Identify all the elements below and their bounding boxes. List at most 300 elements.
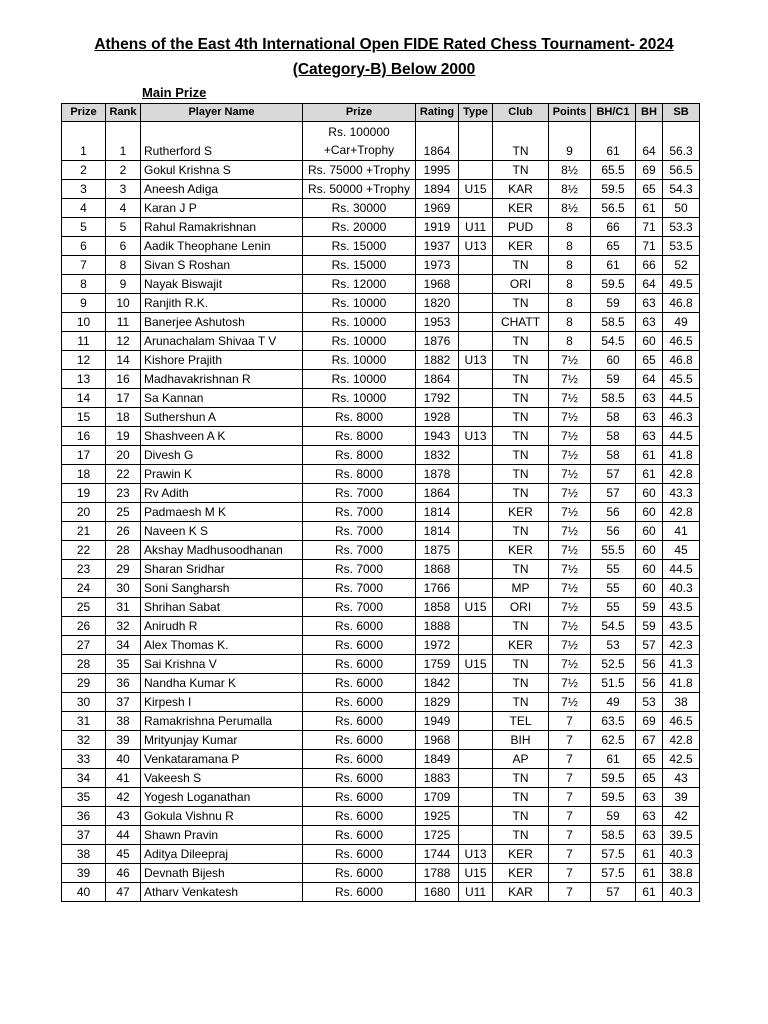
cell-bhc1: 65.5 [591,161,636,180]
cell-rating: 1949 [416,712,459,731]
cell-bh: 64 [636,275,663,294]
cell-sb: 41.8 [663,446,700,465]
cell-rating: 1842 [416,674,459,693]
cell-rating: 1919 [416,218,459,237]
cell-type [459,579,493,598]
cell-player-name: Anirudh R [141,617,303,636]
cell-club: TN [493,693,549,712]
cell-bh: 63 [636,427,663,446]
cell-sb: 46.8 [663,351,700,370]
cell-prize: Rs. 15000 [303,256,416,275]
cell-rank: 4 [106,199,141,218]
cell-bh: 65 [636,769,663,788]
cell-prize: Rs. 10000 [303,294,416,313]
cell-type: U15 [459,864,493,883]
cell-player-name: Suthershun A [141,408,303,427]
cell-prize-no: 8 [62,275,106,294]
cell-rating: 1969 [416,199,459,218]
cell-points: 7 [549,826,591,845]
cell-player-name: Naveen K S [141,522,303,541]
cell-rank: 36 [106,674,141,693]
cell-points: 9 [549,122,591,161]
cell-points: 7 [549,788,591,807]
table-row [62,389,700,408]
cell-player-name: Venkataramana P [141,750,303,769]
cell-player-name: Sivan S Roshan [141,256,303,275]
cell-club: KER [493,541,549,560]
cell-club: TN [493,446,549,465]
cell-prize: Rs. 8000 [303,446,416,465]
cell-bh: 60 [636,332,663,351]
cell-club: KER [493,864,549,883]
cell-type [459,769,493,788]
table-row [62,294,700,313]
cell-type [459,256,493,275]
cell-bh: 65 [636,180,663,199]
cell-prize: Rs. 7000 [303,579,416,598]
cell-rank: 41 [106,769,141,788]
cell-bhc1: 62.5 [591,731,636,750]
cell-bhc1: 63.5 [591,712,636,731]
cell-prize: Rs. 6000 [303,674,416,693]
cell-type: U11 [459,883,493,902]
cell-type [459,408,493,427]
cell-points: 8½ [549,180,591,199]
cell-rank: 18 [106,408,141,427]
cell-bh: 63 [636,826,663,845]
cell-prize: Rs. 6000 [303,655,416,674]
cell-prize: Rs. 6000 [303,731,416,750]
cell-player-name: Arunachalam Shivaa T V [141,332,303,351]
cell-rating: 1680 [416,883,459,902]
cell-club: TN [493,655,549,674]
cell-player-name: Rv Adith [141,484,303,503]
cell-prize-no: 5 [62,218,106,237]
table-row [62,446,700,465]
cell-rank: 8 [106,256,141,275]
cell-points: 8 [549,237,591,256]
cell-rating: 1995 [416,161,459,180]
cell-rating: 1792 [416,389,459,408]
cell-points: 7 [549,807,591,826]
cell-rating: 1925 [416,807,459,826]
cell-bhc1: 56.5 [591,199,636,218]
cell-sb: 52 [663,256,700,275]
cell-rank: 30 [106,579,141,598]
cell-bh: 66 [636,256,663,275]
cell-sb: 50 [663,199,700,218]
cell-rank: 23 [106,484,141,503]
cell-sb: 54.3 [663,180,700,199]
cell-prize-no: 20 [62,503,106,522]
cell-prize: Rs. 10000 [303,332,416,351]
cell-points: 7½ [549,617,591,636]
cell-prize-no: 32 [62,731,106,750]
cell-bh: 61 [636,446,663,465]
cell-points: 7½ [549,655,591,674]
cell-sb: 53.5 [663,237,700,256]
cell-rating: 1832 [416,446,459,465]
cell-points: 7½ [549,522,591,541]
table-row [62,788,700,807]
cell-player-name: Shrihan Sabat [141,598,303,617]
cell-rating: 1972 [416,636,459,655]
cell-points: 7½ [549,560,591,579]
cell-prize: Rs. 6000 [303,769,416,788]
cell-prize-no: 10 [62,313,106,332]
cell-club: TN [493,769,549,788]
header-bhc1: BH/C1 [591,104,636,122]
cell-bhc1: 59 [591,370,636,389]
cell-prize-no: 11 [62,332,106,351]
table-body [62,122,700,902]
cell-bhc1: 61 [591,256,636,275]
cell-points: 7½ [549,408,591,427]
table-row [62,351,700,370]
table-row [62,731,700,750]
cell-player-name: Divesh G [141,446,303,465]
table-row [62,180,700,199]
cell-prize-no: 1 [62,122,106,161]
cell-bh: 60 [636,560,663,579]
cell-bh: 63 [636,294,663,313]
cell-rating: 1864 [416,484,459,503]
cell-player-name: Shawn Pravin [141,826,303,845]
cell-points: 7½ [549,541,591,560]
cell-prize: Rs. 6000 [303,826,416,845]
cell-prize-no: 24 [62,579,106,598]
cell-type: U11 [459,218,493,237]
cell-sb: 40.3 [663,845,700,864]
cell-type: U13 [459,351,493,370]
cell-prize: Rs. 7000 [303,598,416,617]
cell-points: 7½ [549,503,591,522]
cell-points: 8 [549,256,591,275]
cell-rating: 1766 [416,579,459,598]
cell-rank: 40 [106,750,141,769]
cell-club: TN [493,560,549,579]
cell-prize-no: 16 [62,427,106,446]
table-header-row [62,104,700,122]
cell-rating: 1868 [416,560,459,579]
cell-bhc1: 61 [591,122,636,161]
cell-rank: 1 [106,122,141,161]
cell-bh: 63 [636,389,663,408]
cell-rating: 1744 [416,845,459,864]
cell-bhc1: 58 [591,427,636,446]
cell-rank: 42 [106,788,141,807]
cell-rating: 1876 [416,332,459,351]
table-row [62,237,700,256]
cell-club: KER [493,503,549,522]
cell-player-name: Alex Thomas K. [141,636,303,655]
cell-bhc1: 56 [591,503,636,522]
cell-points: 7 [549,845,591,864]
cell-rating: 1968 [416,731,459,750]
cell-type: U13 [459,845,493,864]
cell-points: 7½ [549,484,591,503]
cell-type [459,503,493,522]
cell-type: U15 [459,655,493,674]
table-row [62,522,700,541]
cell-sb: 41.3 [663,655,700,674]
cell-player-name: Nandha Kumar K [141,674,303,693]
cell-rating: 1725 [416,826,459,845]
cell-sb: 42.8 [663,731,700,750]
table-row [62,807,700,826]
cell-points: 7 [549,769,591,788]
cell-rating: 1968 [416,275,459,294]
cell-bh: 63 [636,807,663,826]
cell-sb: 38.8 [663,864,700,883]
table-row [62,693,700,712]
cell-club: CHATT [493,313,549,332]
header-player-name: Player Name [141,104,303,122]
table-row [62,408,700,427]
cell-bhc1: 59.5 [591,180,636,199]
header-rank: Rank [106,104,141,122]
cell-sb: 53.3 [663,218,700,237]
cell-club: TN [493,332,549,351]
cell-points: 8½ [549,161,591,180]
cell-prize-no: 29 [62,674,106,693]
cell-sb: 49 [663,313,700,332]
cell-rating: 1883 [416,769,459,788]
cell-points: 7½ [549,351,591,370]
cell-prize: Rs. 20000 [303,218,416,237]
cell-player-name: Sa Kannan [141,389,303,408]
cell-prize: Rs. 7000 [303,541,416,560]
cell-points: 7½ [549,579,591,598]
cell-rating: 1973 [416,256,459,275]
cell-sb: 46.5 [663,332,700,351]
cell-prize-no: 23 [62,560,106,579]
cell-type [459,826,493,845]
cell-club: TN [493,617,549,636]
cell-rating: 1943 [416,427,459,446]
cell-bhc1: 56 [591,522,636,541]
cell-points: 7 [549,883,591,902]
table-row [62,370,700,389]
cell-rating: 1928 [416,408,459,427]
header-prize: Prize [303,104,416,122]
cell-type [459,712,493,731]
cell-prize: Rs. 7000 [303,560,416,579]
cell-sb: 38 [663,693,700,712]
cell-bh: 60 [636,522,663,541]
cell-prize: Rs. 7000 [303,484,416,503]
cell-prize-no: 26 [62,617,106,636]
cell-sb: 42.8 [663,465,700,484]
cell-rank: 46 [106,864,141,883]
cell-bh: 63 [636,313,663,332]
cell-bhc1: 58.5 [591,313,636,332]
cell-club: BIH [493,731,549,750]
cell-type [459,484,493,503]
cell-type [459,389,493,408]
cell-rank: 39 [106,731,141,750]
cell-rank: 45 [106,845,141,864]
cell-bhc1: 55.5 [591,541,636,560]
cell-rating: 1878 [416,465,459,484]
table-row [62,883,700,902]
cell-prize-no: 17 [62,446,106,465]
cell-rank: 20 [106,446,141,465]
cell-rank: 37 [106,693,141,712]
cell-prize-no: 14 [62,389,106,408]
cell-rating: 1820 [416,294,459,313]
cell-bh: 59 [636,598,663,617]
cell-bhc1: 57.5 [591,845,636,864]
cell-player-name: Rahul Ramakrishnan [141,218,303,237]
cell-prize-no: 15 [62,408,106,427]
cell-prize: Rs. 6000 [303,693,416,712]
cell-points: 7½ [549,446,591,465]
cell-type [459,807,493,826]
cell-rank: 22 [106,465,141,484]
cell-player-name: Atharv Venkatesh [141,883,303,902]
cell-prize-no: 37 [62,826,106,845]
cell-type [459,161,493,180]
cell-prize-no: 19 [62,484,106,503]
cell-rank: 5 [106,218,141,237]
cell-bhc1: 55 [591,560,636,579]
cell-prize-no: 2 [62,161,106,180]
cell-type [459,636,493,655]
cell-prize: Rs. 15000 [303,237,416,256]
cell-points: 7 [549,750,591,769]
cell-sb: 56.5 [663,161,700,180]
cell-bhc1: 58.5 [591,389,636,408]
cell-prize-no: 33 [62,750,106,769]
cell-bh: 71 [636,218,663,237]
cell-prize: Rs. 8000 [303,408,416,427]
table-row [62,465,700,484]
cell-club: TEL [493,712,549,731]
cell-club: TN [493,788,549,807]
cell-bh: 64 [636,122,663,161]
cell-sb: 42.3 [663,636,700,655]
cell-sb: 41.8 [663,674,700,693]
cell-player-name: Yogesh Loganathan [141,788,303,807]
header-prize-no: Prize [62,104,106,122]
cell-sb: 43 [663,769,700,788]
cell-rank: 3 [106,180,141,199]
cell-prize: Rs. 100000 +Car+Trophy [303,122,416,161]
cell-bhc1: 57 [591,484,636,503]
cell-player-name: Ramakrishna Perumalla [141,712,303,731]
prize-table [61,103,700,902]
header-sb: SB [663,104,700,122]
table-row [62,579,700,598]
cell-type [459,731,493,750]
cell-club: TN [493,389,549,408]
cell-sb: 44.5 [663,427,700,446]
table-row [62,826,700,845]
cell-sb: 56.3 [663,122,700,161]
cell-prize-no: 30 [62,693,106,712]
cell-sb: 39.5 [663,826,700,845]
cell-bhc1: 59 [591,294,636,313]
cell-player-name: Karan J P [141,199,303,218]
cell-prize-no: 35 [62,788,106,807]
cell-type [459,199,493,218]
cell-type [459,750,493,769]
cell-bh: 67 [636,731,663,750]
cell-bhc1: 55 [591,579,636,598]
cell-points: 8 [549,218,591,237]
cell-prize: Rs. 7000 [303,522,416,541]
cell-type [459,560,493,579]
cell-sb: 44.5 [663,560,700,579]
cell-points: 7½ [549,389,591,408]
cell-sb: 41 [663,522,700,541]
cell-rank: 16 [106,370,141,389]
table-row [62,427,700,446]
cell-type: U13 [459,427,493,446]
cell-bh: 60 [636,503,663,522]
cell-club: TN [493,256,549,275]
cell-club: TN [493,465,549,484]
cell-bhc1: 58 [591,408,636,427]
cell-prize-no: 34 [62,769,106,788]
cell-sb: 46.5 [663,712,700,731]
cell-club: TN [493,351,549,370]
cell-prize-no: 31 [62,712,106,731]
cell-sb: 43.3 [663,484,700,503]
cell-prize: Rs. 6000 [303,788,416,807]
cell-rank: 35 [106,655,141,674]
cell-player-name: Kishore Prajith [141,351,303,370]
table-row [62,218,700,237]
table-row [62,313,700,332]
cell-club: TN [493,674,549,693]
cell-prize: Rs. 6000 [303,617,416,636]
cell-rank: 9 [106,275,141,294]
cell-club: KER [493,845,549,864]
cell-prize-no: 40 [62,883,106,902]
cell-club: TN [493,807,549,826]
cell-prize-no: 27 [62,636,106,655]
cell-prize: Rs. 10000 [303,389,416,408]
cell-bh: 65 [636,750,663,769]
cell-points: 7½ [549,636,591,655]
cell-prize-no: 13 [62,370,106,389]
cell-rating: 1875 [416,541,459,560]
cell-type [459,465,493,484]
cell-club: KER [493,237,549,256]
cell-player-name: Aneesh Adiga [141,180,303,199]
cell-sb: 40.3 [663,883,700,902]
cell-sb: 46.8 [663,294,700,313]
table-row [62,845,700,864]
cell-rating: 1814 [416,522,459,541]
table-row [62,484,700,503]
cell-bhc1: 49 [591,693,636,712]
cell-type [459,788,493,807]
table-row [62,674,700,693]
cell-bh: 69 [636,161,663,180]
cell-type: U15 [459,598,493,617]
cell-bhc1: 59.5 [591,788,636,807]
cell-bh: 61 [636,199,663,218]
cell-prize: Rs. 10000 [303,370,416,389]
cell-prize-no: 12 [62,351,106,370]
cell-prize: Rs. 6000 [303,750,416,769]
table-row [62,636,700,655]
cell-prize: Rs. 10000 [303,313,416,332]
cell-bh: 59 [636,617,663,636]
